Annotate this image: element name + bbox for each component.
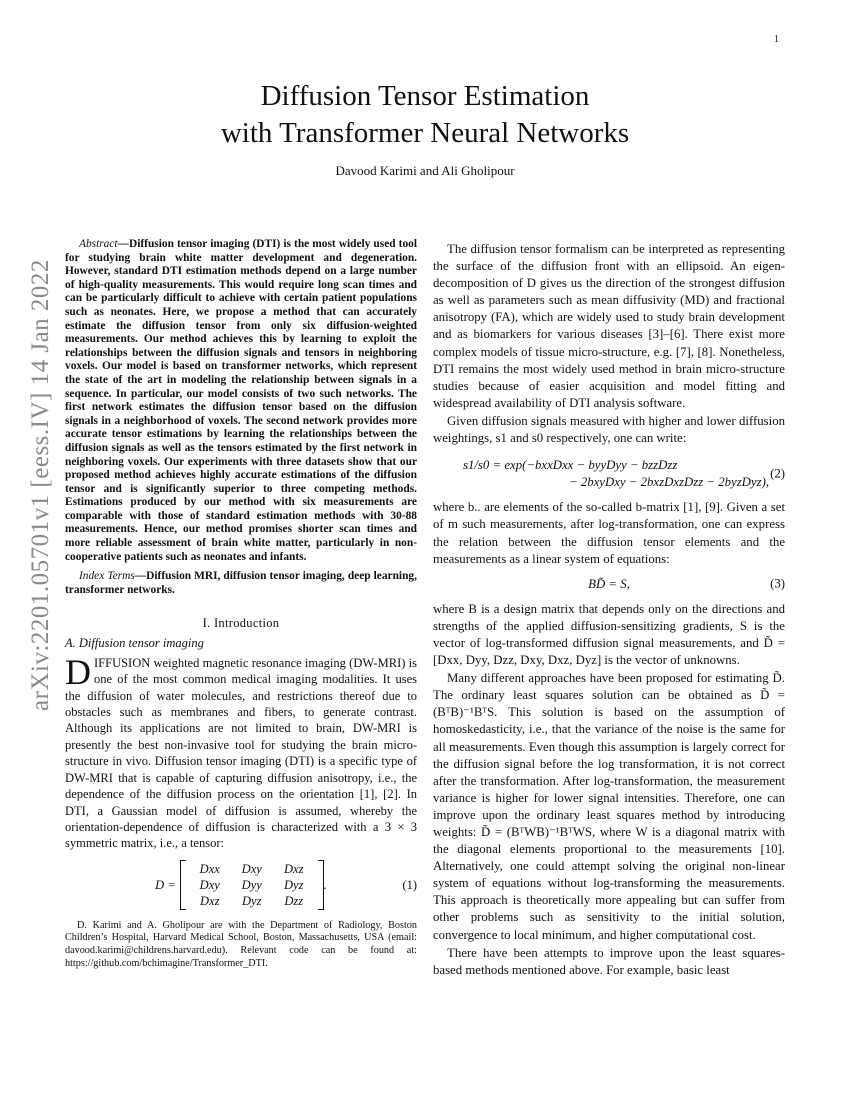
title-line-1: Diffusion Tensor Estimation: [260, 80, 590, 112]
abstract: [65, 238, 417, 564]
tensor-matrix: [180, 860, 324, 910]
equation-2-line-2: − 2bxyDxy − 2bxzDxzDzz − 2byzDyz),: [569, 475, 770, 490]
matrix-cell: Dyz: [284, 877, 304, 892]
authors: Davood Karimi and Ali Gholipour: [335, 163, 515, 178]
equation-2-number: (2): [770, 466, 785, 481]
matrix-cell: Dxy: [199, 877, 220, 892]
arxiv-identifier-text: arXiv:2201.05701v1 [eess.IV] 14 Jan 2022: [27, 259, 54, 711]
author-footnote: D. Karimi and A. Gholipour are with the Department of Radiology, Boston Children’s Hospital, Harvard Medical School, Boston, Massachusetts, USA (email: davood.karimi@childrens.harvard.edu). Relevant code can be found at: https://github.com/bchimagine/Transformer_DTI.: [65, 919, 417, 969]
right-column: [433, 241, 785, 979]
page-number: 1: [774, 34, 779, 45]
body-paragraph: where B is a design matrix that depends only on the directions and strengths of the applied diffusion-sensitizing gradients, S is the vector of log-transformed diffusion signal measurements, and D̃ = [Dxx, Dyy, Dzz, Dxy, Dxz, Dyz] is the vector of unknowns.: [433, 601, 785, 668]
body-paragraph: Many different approaches have been proposed for estimating D̃. The ordinary least squares solution can be obtained as D̃ = (BᵀB)⁻¹BᵀS. This solution is based on the assumption of homoskedasticity, i.e., that the variance of the noise is the same for all measurements. Even though this assumption is largely correct for the diffusion signal before the log transformation, it is not correct after the transformation. After log-transformation, the measurement variance is higher for lower signal intensities. Therefore, one can improve upon the ordinary least squares method by introducing weights: D̃ = (BᵀWB)⁻¹BᵀWS, where W is a diagonal matrix with the diagonal elements proportional to the measurements [10]. Alternatively, one could attempt solving the original non-linear system of equations without log-transforming the measurements. This approach is theoretically more appealing but can suffer from other problems such as sensitivity to the initial solution, convergence to local minimum, and higher computational cost.: [433, 671, 785, 942]
body-paragraph: Given diffusion signals measured with higher and lower diffusion weightings, s1 and s0 respectively, one can write:: [433, 413, 785, 446]
matrix-cell: Dxy: [241, 861, 262, 876]
equation-3-text: BD̃ = S,: [588, 576, 630, 591]
abstract-text: —Diffusion tensor imaging (DTI) is the most widely used tool for studying brain white matter development and degeneration. However, standard DTI estimation methods depend on a large number of high-quality measurements. This would require long scan times and can be particularly difficult to achieve with certain patient populations such as neonates. Here, we propose a method that can accurately estimate the diffusion tensor from only six diffusion-weighted measurements. Our method achieves this by learning to exploit the relationships between the diffusion signals and tensors in neighboring voxels. Our model is based on transformer networks, which represent the state of the art in modeling the relationship between signals in a sequence. In particular, our model consists of two such networks. The first network estimates the diffusion tensor based on the diffusion signals in a neighborhood of voxels. The second network provides more accurate tensor estimations by learning the relationships between the diffusion signals as well as the tensors estimated by the first network in neighboring voxels. Our experiments with three datasets show that our proposed method achieves highly accurate estimations of the diffusion tensor and is significantly superior to three competing methods. Estimations produced by our method with six measurements are comparable with those of standard estimation methods with 30-88 measurements. Hence, our method promises shorter scan times and more reliable assessment of brain white matter, particularly in non-cooperative patients such as neonates and infants.: [65, 238, 417, 563]
matrix-grid: [186, 860, 318, 910]
matrix-cell: Dxz: [284, 861, 304, 876]
body-paragraph: The diffusion tensor formalism can be interpreted as representing the surface of the diffusion front with an ellipsoid. An eigen-decomposition of D gives us the direction of the strongest diffusion as well as parameters such as mean diffusivity (MD) and fractional anisotropy (FA), which are widely used to study brain development and as biomarkers for various diseases [3]–[6]. There exist more complex models of tissue micro-structure, e.g. [7], [8]. Nonetheless, DTI remains the most widely used method in brain micro-structure studies because of easier acquisition and model fitting and widespread availability of DTI analysis software.: [433, 242, 785, 410]
left-column: [65, 238, 417, 970]
title-line-2: with Transformer Neural Networks: [220, 117, 630, 149]
equation-1-lhs: D =: [155, 877, 176, 892]
index-terms-label: Index Terms: [79, 570, 135, 583]
section-heading: I. Introduction: [202, 616, 280, 631]
matrix-cell: Dyy: [241, 877, 262, 892]
abstract-label: Abstract: [79, 238, 118, 250]
equation-1-number: (1): [402, 877, 417, 892]
matrix-cell: Dzz: [284, 893, 304, 908]
index-terms-text: —Diffusion MRI, diffusion tensor imaging, deep learning, transformer networks.: [65, 570, 417, 596]
paper-title: [100, 78, 750, 152]
matrix-cell: Dyz: [242, 893, 262, 908]
equation-1-tail: .: [323, 877, 327, 892]
equation-2-line-1: s1/s0 = exp(−bxxDxx − byyDyy − bzzDzz: [463, 458, 678, 473]
equation-1: [65, 860, 417, 910]
intro-paragraph: [65, 651, 417, 852]
equation-2: [433, 457, 785, 491]
intro-text: IFFUSION weighted magnetic resonance imaging (DW-MRI) is one of the most common medical imaging modalities. It uses the diffusion of water molecules, and restrictions thereof due to obstacles such as membranes and fibers, to generate contrast. Although its applications are not limited to brain, DW-MRI is presently the best non-invasive tool for studying the brain micro-structure in vivo. Diffusion tensor imaging (DTI) is a specific type of DW-MRI that is capable of capturing diffusion anisotropy, i.e., the dependence of the diffusion process on the orientation [1], [2]. In DTI, a Gaussian model of diffusion is assumed, whereby the orientation-dependence of diffusion is characterized with a 3 × 3 symmetric matrix, i.e., a tensor:: [65, 655, 417, 851]
subsection-heading: A. Diffusion tensor imaging: [65, 635, 204, 650]
equation-3: [433, 576, 785, 593]
matrix-cell: Dxx: [199, 861, 220, 876]
drop-cap: D: [65, 651, 91, 692]
matrix-cell: Dxz: [200, 893, 220, 908]
index-terms: [65, 570, 417, 597]
equation-3-number: (3): [770, 576, 785, 591]
body-paragraph: where b.. are elements of the so-called b-matrix [1], [9]. Given a set of m such measurements, after log-transformation, one can express the relation between the diffusion tensor elements and the measurements as a linear system of equations:: [433, 500, 785, 566]
arxiv-identifier: [26, 259, 56, 711]
body-paragraph: There have been attempts to improve upon the least squares-based methods mentioned above. For example, basic least: [433, 945, 785, 977]
